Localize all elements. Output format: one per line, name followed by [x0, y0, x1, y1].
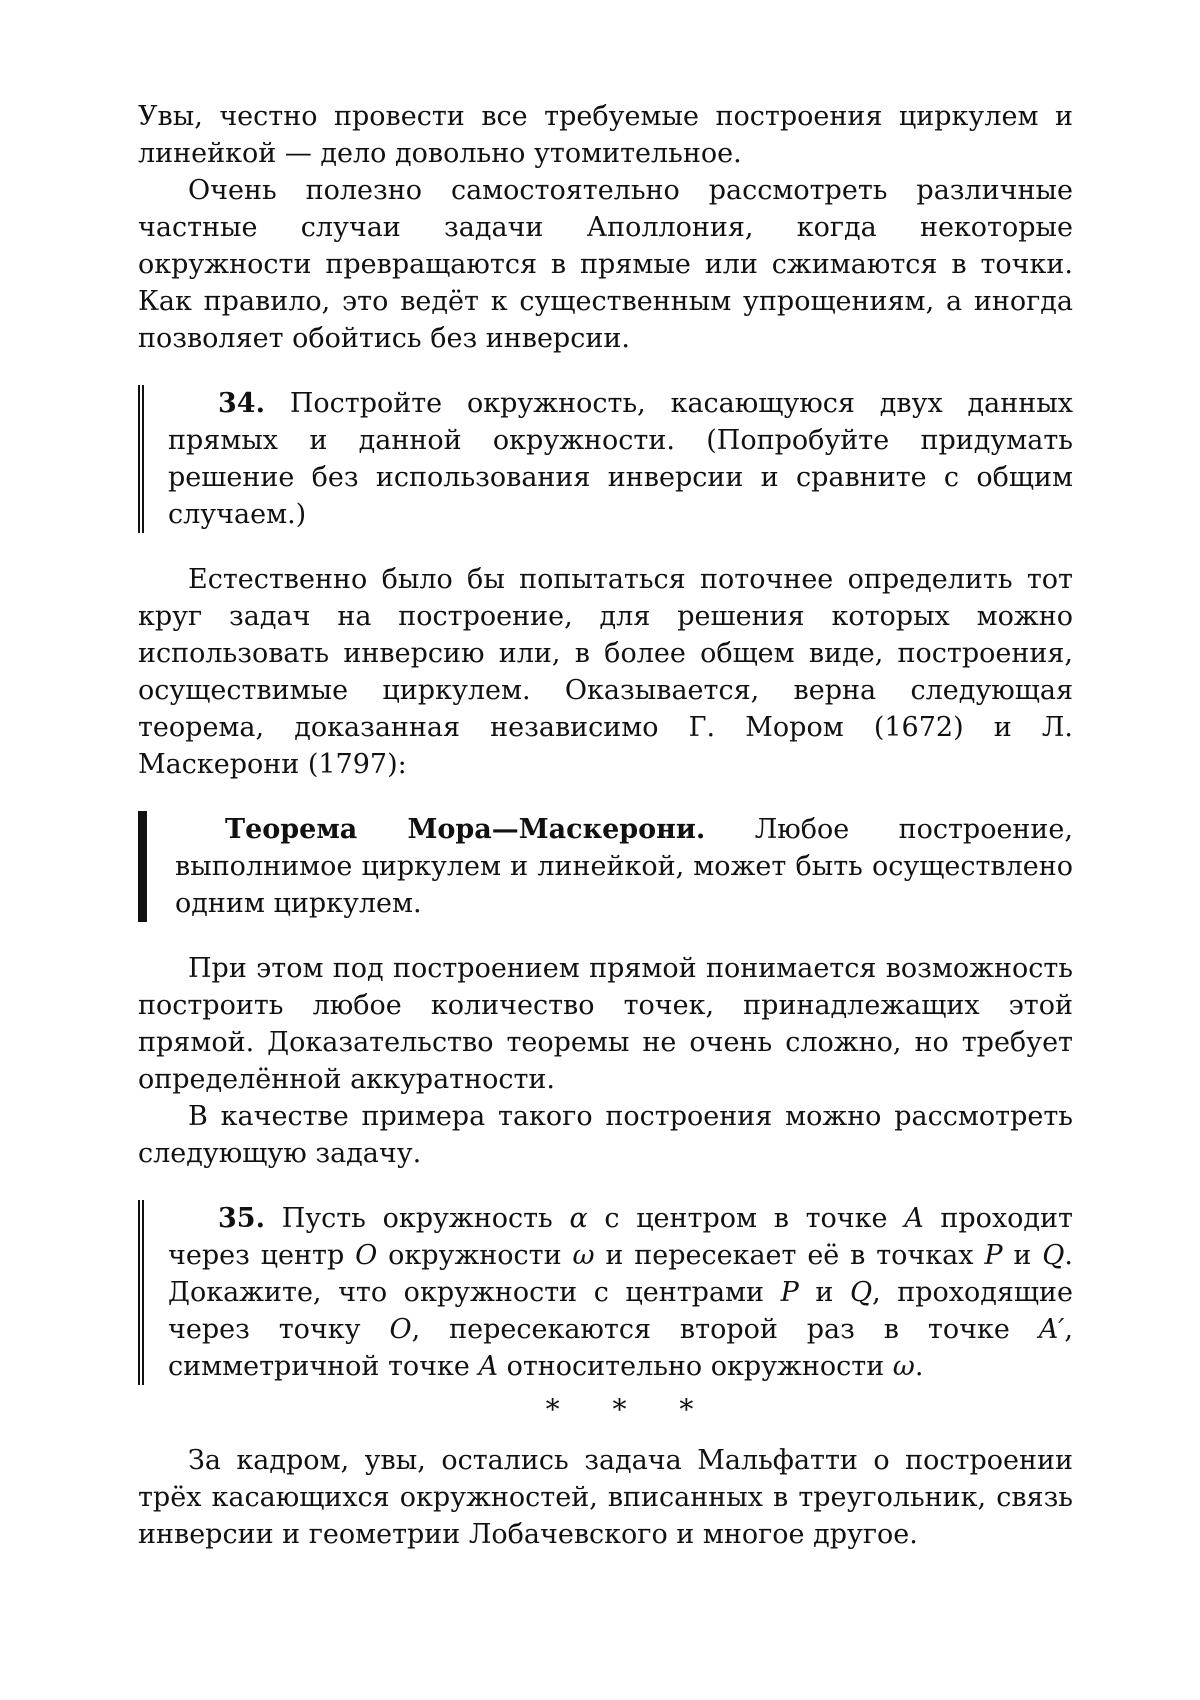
paragraph-4: При этом под построением прямой понимается возможность построить любое количество точек, принадлежащих этой прямой. Доказательство теоремы не очень сложно, но требует определённой аккуратности. [138, 953, 1073, 1095]
var-Q: Q [849, 1277, 873, 1308]
var-A: A [904, 1203, 924, 1234]
text-fragment: , симметричной точке [168, 1314, 1073, 1382]
problem-35 [138, 1200, 1073, 1385]
var-P: P [984, 1240, 1003, 1271]
paragraph-6: За кадром, увы, остались задача Мальфатти о построении трёх касающихся окружностей, вписанных в треугольник, связь инверсии и геометрии Лобачевского и многое другое. [138, 1445, 1073, 1550]
text-fragment: с центром в точке [604, 1203, 888, 1234]
problem-34 [138, 385, 1073, 533]
var-alpha: α [569, 1203, 588, 1234]
var-Q: Q [1042, 1240, 1065, 1271]
text-fragment: , проходящие через точку [168, 1277, 1073, 1345]
text-fragment: проходит через центр [168, 1203, 1073, 1271]
text-fragment: и [815, 1277, 834, 1308]
var-P: P [780, 1277, 799, 1308]
problem-35-text [168, 1200, 1073, 1385]
text-fragment: относительно окружности [506, 1351, 885, 1382]
var-A-prime: A′ [1038, 1314, 1065, 1345]
text-fragment: . [914, 1351, 924, 1382]
var-O: O [355, 1240, 378, 1271]
theorem-title: Теорема Мора—Маскерони. [225, 814, 706, 845]
paragraph-3: Естественно было бы попытаться поточнее определить тот круг задач на построение, для решения которых можно использовать инверсию или, в более общем виде, построения, осуществимые циркулем. Оказывается, верна следующая теорема, доказанная независимо Г. Мором (1672) и Л. Маскерони (1797): [138, 564, 1073, 780]
var-omega: ω [892, 1351, 915, 1382]
problem-text: Постройте окружность, касающуюся двух данных прямых и данной окружности. (Попробуйте придумать решение без использования инверсии и сравните с общим случаем.) [168, 388, 1073, 530]
text-fragment: Пусть окружность [281, 1203, 553, 1234]
section-separator: * * * [545, 1393, 716, 1426]
paragraph-2: Очень полезно самостоятельно рассмотреть различные частные случаи задачи Аполлония, когда некоторые окружности превращаются в прямые или сжимаются в точки. Как правило, это ведёт к существенным упрощениям, а иногда позволяет обойтись без инверсии. [138, 175, 1073, 354]
var-A: A [478, 1351, 498, 1382]
problem-number: 35. [218, 1203, 265, 1234]
text-fragment: и пересекает её в точках [605, 1240, 974, 1271]
theorem-mohr-mascheroni [138, 811, 1073, 922]
text-fragment: . Докажите, что окружности с центрами [168, 1240, 1073, 1308]
problem-number: 34. [218, 388, 265, 419]
paragraph-5: В качестве примера такого построения можно рассмотреть следующую задачу. [138, 1101, 1073, 1169]
theorem-text: Любое построение, выполнимое циркулем и линейкой, может быть осуществлено одним циркулем. [175, 814, 1073, 919]
var-omega: ω [572, 1240, 595, 1271]
text-fragment: окружности [388, 1240, 562, 1271]
page-content [138, 98, 1073, 1553]
text-fragment: , пересекаются второй раз в точке [411, 1314, 1010, 1345]
var-O: O [389, 1314, 412, 1345]
paragraph-1: Увы, честно провести все требуемые построения циркулем и линейкой — дело довольно утомительное. [138, 101, 1073, 169]
text-fragment: и [1013, 1240, 1032, 1271]
